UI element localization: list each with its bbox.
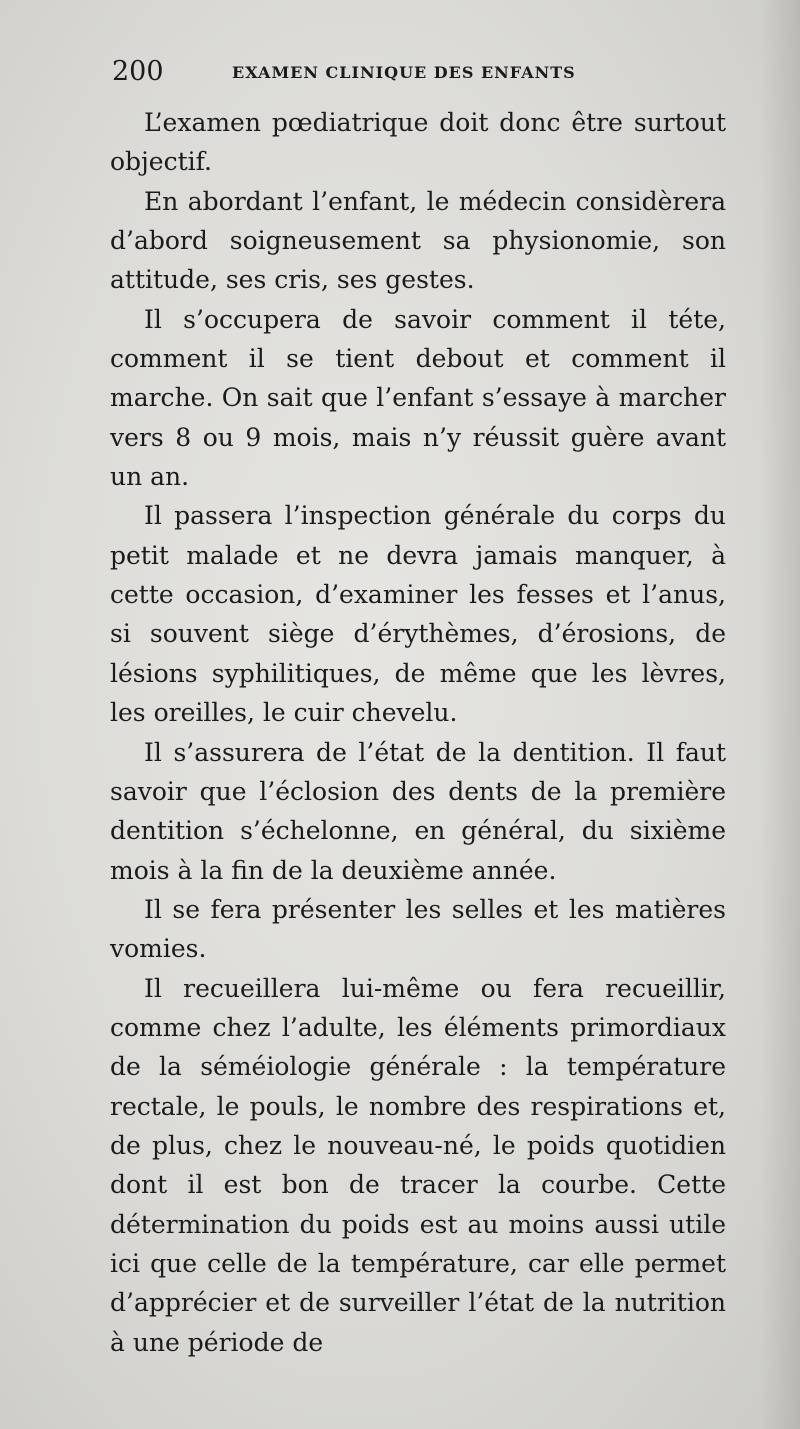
running-head — [112, 52, 712, 92]
running-title: EXAMEN CLINIQUE DES ENFANTS — [232, 63, 576, 82]
paragraph: Il s’assurera de l’état de la dentition. Il faut savoir que l’éclosion des dents de la première dentition s’échelonne, en général, du sixième mois à la fin de la deuxième année. — [110, 737, 726, 885]
body-text — [110, 103, 726, 1362]
paragraph: Il passera l’inspection générale du corps du petit malade et ne devra jamais manquer, à cette occasion, d’examiner les fesses et l’anus, si souvent siège d’érythèmes, d’érosions, de lésions syphilitiques, de même que les lèvres, les oreilles, le cuir chevelu. — [110, 501, 726, 728]
paragraph: Il se fera présenter les selles et les matières vomies. — [110, 894, 726, 964]
paragraph: En abordant l’enfant, le médecin considèrera d’abord soigneusement sa physionomie, son attitude, ses cris, ses gestes. — [110, 186, 726, 295]
paragraph: L’examen pœdiatrique doit donc être surtout objectif. — [110, 108, 726, 177]
page-edge-shadow — [760, 0, 800, 1429]
paragraph: Il recueillera lui-même ou fera recueillir, comme chez l’adulte, les éléments primordiaux de la séméiologie générale : la température rectale, le pouls, le nombre des respirations et, de plus, chez le nouveau-né, le poids quotidien dont il est bon de tracer la courbe. Cette détermination du poids est au moins aussi utile ici que celle de la température, car elle permet d’apprécier et de surveiller l’état de la nutrition à une période de — [110, 973, 726, 1357]
paragraph: Il s’occupera de savoir comment il téte, comment il se tient debout et comment il marche. On sait que l’enfant s’essaye à marcher vers 8 ou 9 mois, mais n’y réussit guère avant un an. — [110, 304, 726, 492]
page-number: 200 — [112, 56, 164, 87]
